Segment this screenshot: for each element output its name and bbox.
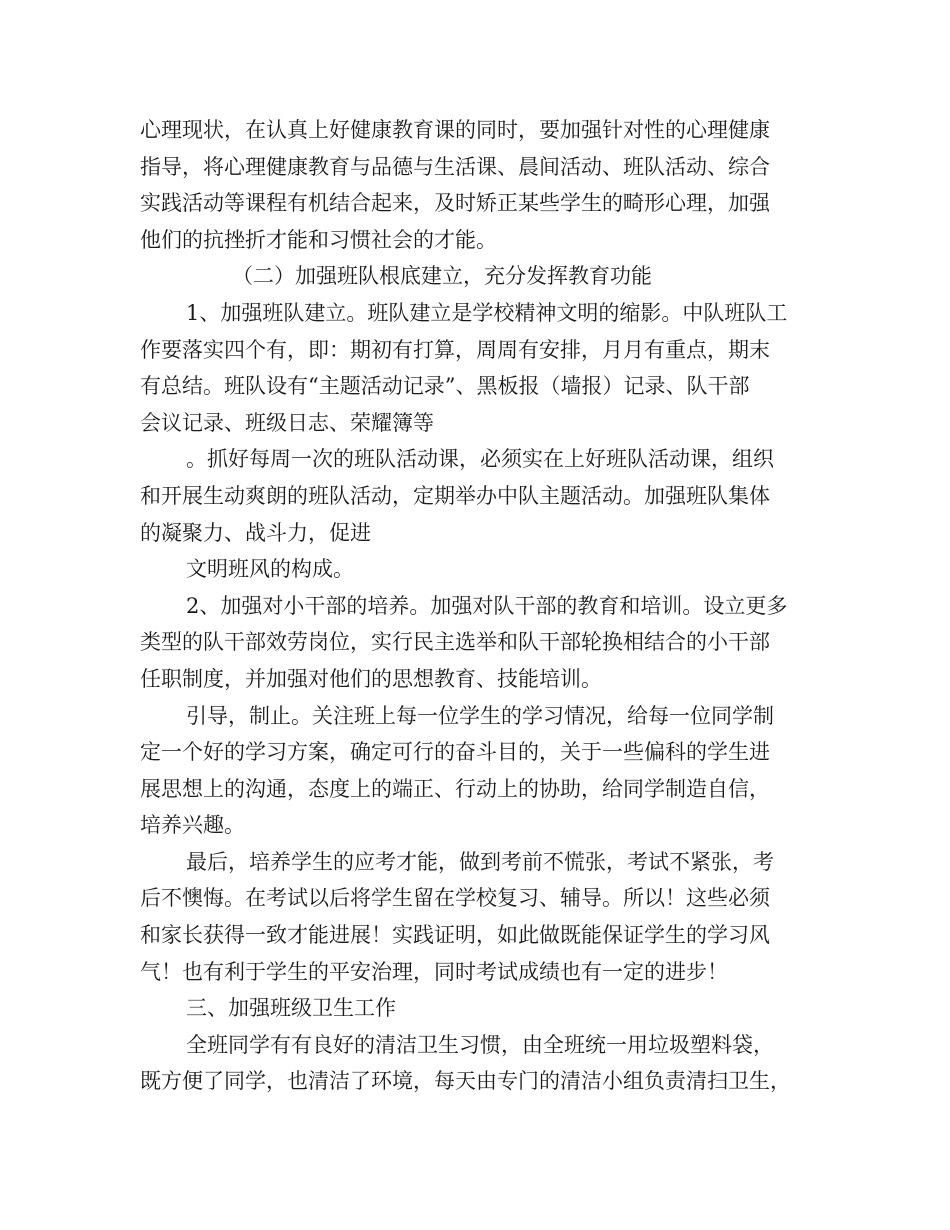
text-line: 培养兴趣。	[140, 813, 245, 838]
paragraph-exam-skills	[140, 844, 820, 990]
paragraph-class-spirit	[140, 551, 820, 588]
text-line: 既方便了同学，也清洁了环境，每天由专门的清洁小组负责清扫卫生，	[140, 1069, 791, 1094]
text-line: 后不懊悔。在考试以后将学生留在学校复习、辅导。所以！这些必须	[140, 886, 770, 911]
paragraph-cadre-training	[140, 588, 820, 698]
text-line: 类型的队干部效劳岗位，实行民主选举和队干部轮换相结合的小干部	[140, 630, 770, 655]
text-line: 1、加强班队建立。班队建立是学校精神文明的缩影。中队班队工	[186, 300, 788, 325]
paragraph-guidance	[140, 698, 820, 844]
text-line: 展思想上的沟通，态度上的端正、行动上的协助，给同学制造自信，	[140, 776, 770, 801]
text-line: 2、加强对小干部的培养。加强对队干部的教育和培训。设立更多	[186, 593, 788, 618]
text-line: 定一个好的学习方案，确定可行的奋斗目的，关于一些偏科的学生进	[140, 740, 770, 765]
text-line: 和开展生动爽朗的班队活动，定期举办中队主题活动。加强班队集体	[140, 483, 770, 508]
text-line: 他们的抗挫折才能和习惯社会的才能。	[140, 227, 497, 252]
text-line: 文明班风的构成。	[186, 557, 354, 582]
paragraph-psychology	[140, 112, 820, 258]
text-line: 有总结。班队设有“主题活动记录”、黑板报（墙报）记录、队干部	[140, 374, 750, 399]
text-line: 。抓好每周一次的班队活动课，必须实在上好班队活动课，组织	[186, 447, 774, 472]
paragraph-weekly-activity	[140, 441, 820, 551]
heading-line: 三、加强班级卫生工作	[186, 996, 396, 1021]
text-line: 的凝聚力、战斗力，促进	[140, 520, 371, 545]
text-line: 气！也有利于学生的平安治理，同时考试成绩也有一定的进步！	[140, 959, 728, 984]
text-line: 心理现状，在认真上好健康教育课的同时，要加强针对性的心理健康	[140, 118, 770, 142]
paragraph-class-team-building	[140, 295, 820, 441]
text-line: 指导，将心理健康教育与品德与生活课、晨间活动、班队活动、综合	[140, 154, 770, 179]
text-line: 和家长获得一致才能进展！实践证明，如此做既能保证学生的学习风	[140, 923, 770, 948]
text-line: 实践活动等课程有机结合起来，及时矫正某些学生的畸形心理，加强	[140, 191, 770, 216]
heading-line: （二）加强班队根底建立，充分发挥教育功能	[232, 264, 652, 289]
section-heading-hygiene	[140, 990, 820, 1027]
text-line: 任职制度，并加强对他们的思想教育、技能培训。	[140, 666, 602, 691]
text-line: 作要落实四个有，即：期初有打算，周周有安排，月月有重点，期末	[140, 337, 770, 362]
text-line: 全班同学有有良好的清洁卫生习惯，由全班统一用垃圾塑料袋，	[186, 1032, 774, 1057]
text-line: 引导，制止。关注班上每一位学生的学习情况，给每一位同学制	[186, 703, 774, 728]
section-heading-class-team	[140, 258, 820, 295]
text-line: 会议记录、班级日志、荣耀簿等	[140, 410, 434, 435]
document-body	[140, 112, 820, 1100]
text-line: 最后，培养学生的应考才能，做到考前不慌张，考试不紧张，考	[186, 849, 774, 874]
paragraph-hygiene-habits	[140, 1027, 820, 1100]
